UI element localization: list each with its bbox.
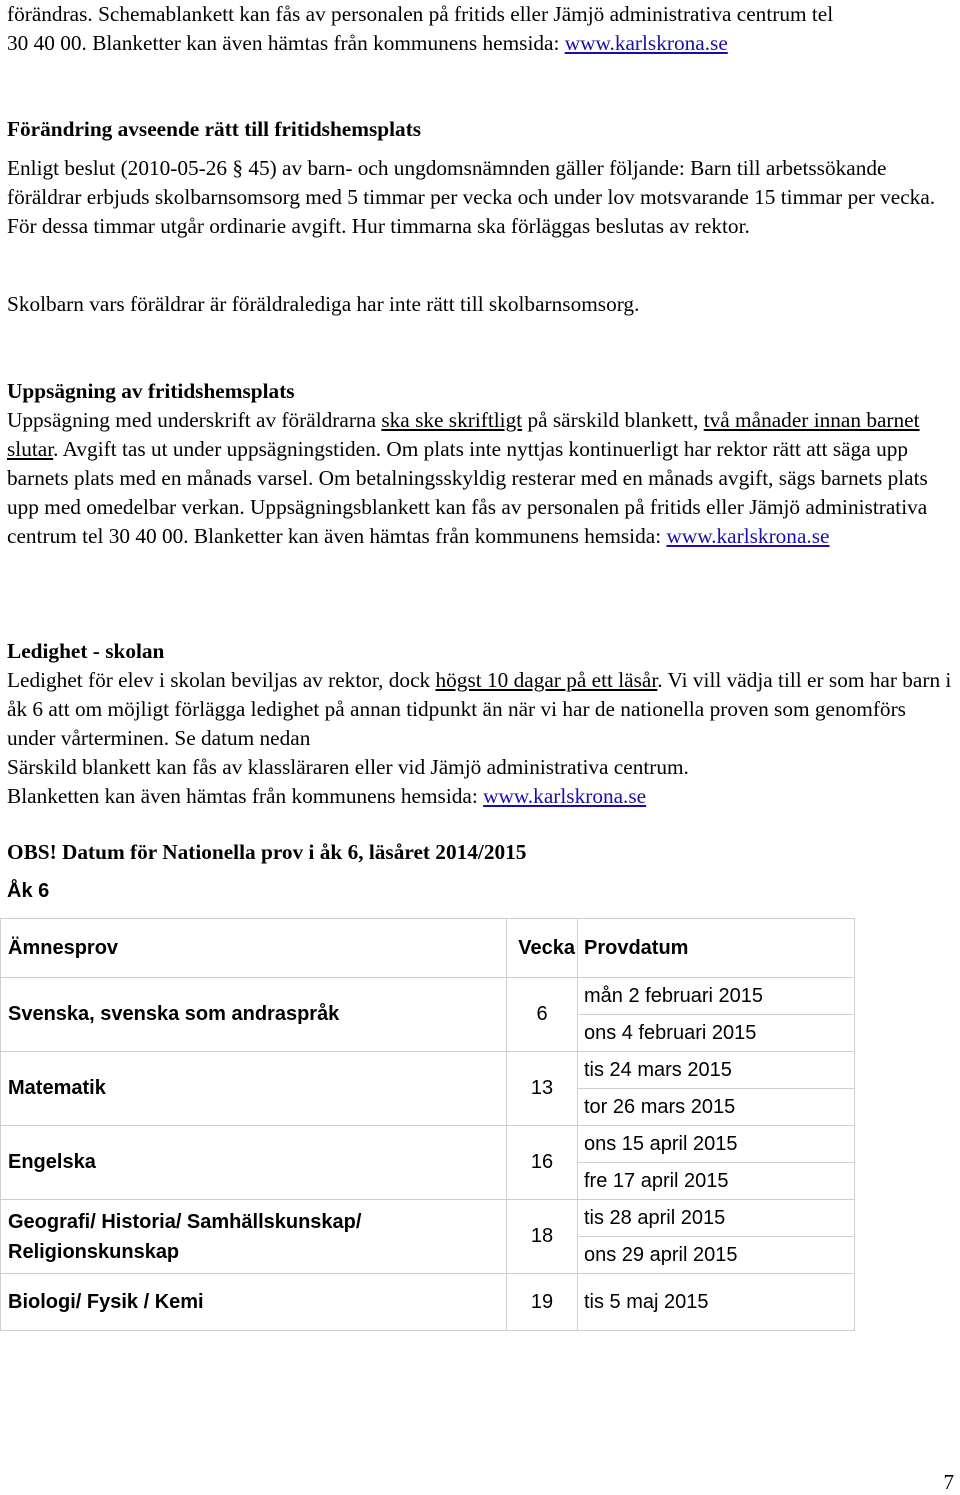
- header-subject: Ämnesprov: [1, 919, 507, 978]
- subject-line1: Geografi/ Historia/ Samhällskunskap/: [8, 1210, 362, 1233]
- header-week: Vecka: [507, 919, 578, 978]
- week-cell: 19: [507, 1274, 578, 1331]
- table-row: [1, 1200, 855, 1237]
- table-header-row: [1, 919, 855, 978]
- section-cancel-paragraph: [7, 406, 957, 551]
- date-cell: ons 4 februari 2015: [578, 1015, 855, 1052]
- table-row: [1, 1052, 855, 1089]
- subject-line2: Religionskunskap: [8, 1240, 180, 1263]
- table-row: [1, 1126, 855, 1163]
- table-row: [1, 1274, 855, 1331]
- karlskrona-link[interactable]: www.karlskrona.se: [666, 524, 830, 548]
- header-date: Provdatum: [578, 919, 855, 978]
- leave-text-2: . Vi vill vädja till er som har barn i åk 6 att om möjligt förlägga ledighet på annan tidpunkt än när vi har de nationella proven som genomförs under vårterminen. Se datum nedan: [7, 668, 952, 750]
- subject-cell: Biologi/ Fysik / Kemi: [1, 1274, 507, 1331]
- week-cell: 18: [507, 1200, 578, 1274]
- leave-text-1: Ledighet för elev i skolan beviljas av rektor, dock: [7, 668, 436, 692]
- week-cell: 13: [507, 1052, 578, 1126]
- section-right-paragraph: Enligt beslut (2010-05-26 § 45) av barn- och ungdomsnämnden gäller följande: Barn till arbetssökande föräldrar erbjuds skolbarnsomsorg med 5 timmar per vecka och under lov motsvarande 15 timmar per vecka. För dessa timmar utgår ordinarie avgift. Hur timmarna ska förläggas beslutas av rektor.: [7, 156, 936, 238]
- national-test-table: [0, 918, 855, 1331]
- subject-cell: Svenska, svenska som andraspråk: [1, 978, 507, 1052]
- date-cell: fre 17 april 2015: [578, 1163, 855, 1200]
- subject-cell: Matematik: [1, 1052, 507, 1126]
- section-heading-cancel: Uppsägning av fritidshemsplats: [7, 379, 295, 403]
- subject-cell: Engelska: [1, 1126, 507, 1200]
- date-cell: tis 5 maj 2015: [578, 1274, 855, 1331]
- leave-underline: högst 10 dagar på ett läsår: [435, 668, 658, 692]
- date-cell: tis 24 mars 2015: [578, 1052, 855, 1089]
- leave-line3-text: Blanketten kan även hämtas från kommunens hemsida:: [7, 784, 484, 808]
- cancel-underline-1: ska ske skriftligt: [381, 408, 523, 432]
- section-heading-right: Förändring avseende rätt till fritidshemsplats: [7, 117, 422, 141]
- grade-heading: Åk 6: [7, 880, 50, 902]
- week-cell: 6: [507, 978, 578, 1052]
- cancel-underline-2: två månader innan barnet slutar: [7, 408, 920, 461]
- cancel-text-1: Uppsägning med underskrift av föräldrarna: [7, 408, 382, 432]
- date-cell: ons 29 april 2015: [578, 1237, 855, 1274]
- obs-heading: OBS! Datum för Nationella prov i åk 6, läsåret 2014/2015: [7, 840, 527, 864]
- intro-paragraph: [7, 0, 957, 58]
- section-leave-paragraph: [7, 666, 957, 811]
- subject-cell: [1, 1200, 507, 1274]
- date-cell: tor 26 mars 2015: [578, 1089, 855, 1126]
- intro-line1: förändras. Schemablankett kan fås av personalen på fritids eller Jämjö administrativa centrum tel: [7, 2, 834, 26]
- karlskrona-link[interactable]: www.karlskrona.se: [483, 784, 647, 808]
- leave-line2: Särskild blankett kan fås av klassläraren eller vid Jämjö administrativa centrum.: [7, 755, 689, 779]
- section-right-note: Skolbarn vars föräldrar är föräldralediga har inte rätt till skolbarnsomsorg.: [7, 292, 640, 316]
- intro-line2-text: 30 40 00. Blanketter kan även hämtas från kommunens hemsida:: [7, 31, 565, 55]
- cancel-text-2: på särskild blankett,: [522, 408, 704, 432]
- date-cell: ons 15 april 2015: [578, 1126, 855, 1163]
- week-cell: 16: [507, 1126, 578, 1200]
- page-number: 7: [943, 1470, 954, 1494]
- cancel-text-3: . Avgift tas ut under uppsägningstiden. Om plats inte nyttjas kontinuerligt har rektor rätt att säga upp barnets plats med en månads varsel. Om betalningsskyldig resterar med en månads avgift, sägs barnets plats upp med omedelbar verkan. Uppsägningsblankett kan fås av personalen på fritids eller Jämjö administrativa centrum tel 30 40 00. Blanketter kan även hämtas från kommunens hemsida:: [7, 437, 928, 548]
- table-row: [1, 978, 855, 1015]
- date-cell: mån 2 februari 2015: [578, 978, 855, 1015]
- date-cell: tis 28 april 2015: [578, 1200, 855, 1237]
- karlskrona-link[interactable]: www.karlskrona.se: [564, 31, 728, 55]
- section-heading-leave: Ledighet - skolan: [7, 639, 165, 663]
